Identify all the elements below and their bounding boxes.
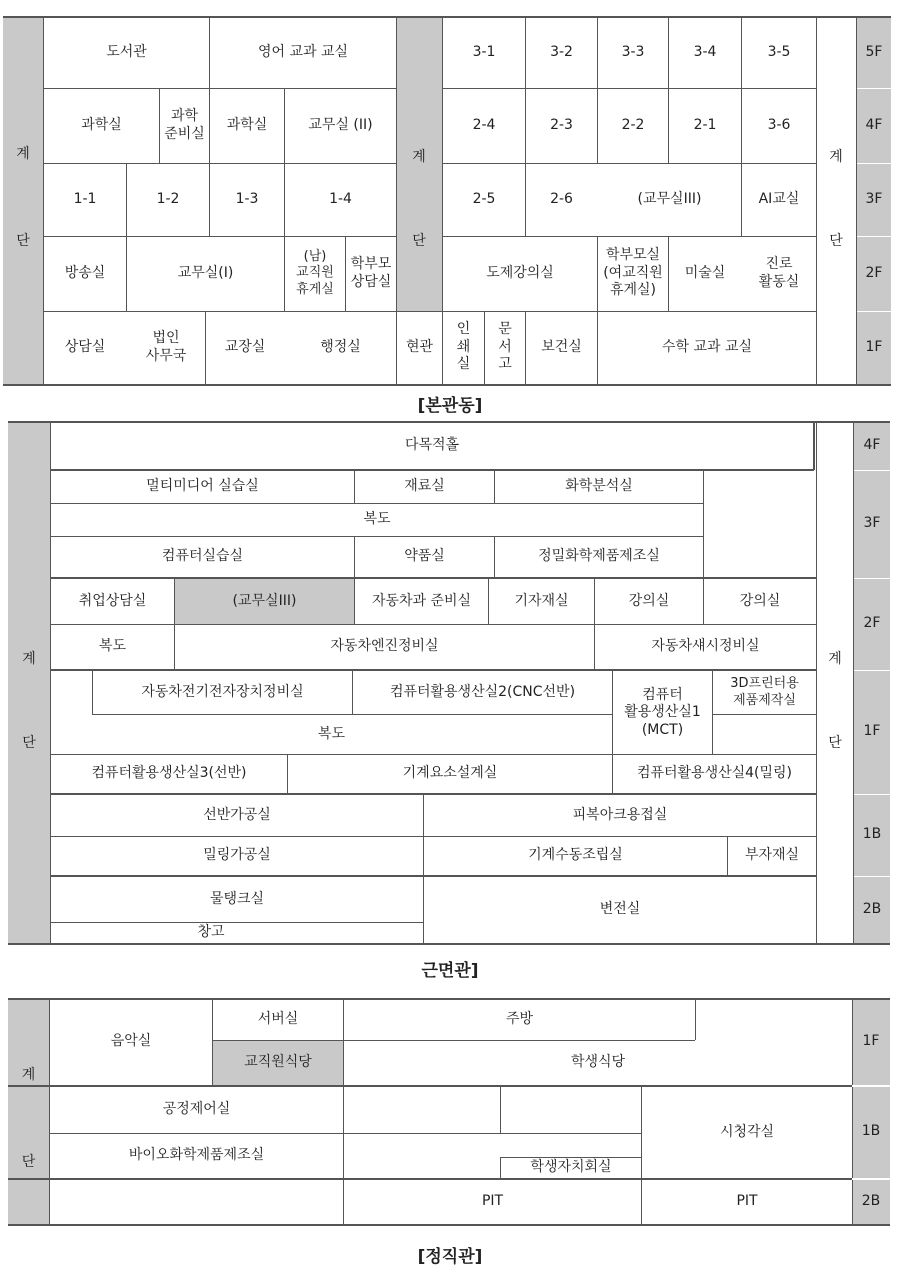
stair-mid-2: 단 — [412, 233, 426, 250]
room-2-5: 2-5 — [472, 190, 496, 207]
room-3-3: 3-3 — [621, 43, 645, 60]
room-corp-office: 법인 사무국 — [145, 330, 187, 364]
room-english: 영어 교과 교실 — [257, 43, 349, 60]
room-counsel: 상담실 — [64, 338, 106, 355]
entrance: 현관 — [405, 338, 434, 355]
stair-left — [3, 17, 43, 384]
room-auto-prep: 자동차과 준비실 — [371, 592, 472, 609]
room-1-4: 1-4 — [329, 190, 352, 207]
room-server: 서버실 — [257, 1010, 299, 1027]
floor-2f: 2F — [865, 264, 883, 281]
title-jeongjik: [정직관] — [417, 1247, 483, 1267]
room-kitchen: 주방 — [505, 1010, 534, 1027]
title-main: [본관동] — [417, 396, 483, 416]
room-male-lounge: (남) 교직원 휴게실 — [296, 249, 334, 297]
room-2-6: 2-6 — [550, 190, 573, 207]
title-annex: 근면관] — [421, 961, 479, 981]
jj-floor-1f: 1F — [862, 1033, 880, 1050]
room-admin: 행정실 — [320, 338, 361, 355]
room-job-counsel: 취업상담실 — [78, 592, 147, 609]
room-1-1: 1-1 — [73, 190, 97, 207]
stair-right-2: 단 — [829, 233, 843, 250]
annex-stair-right-2: 단 — [828, 735, 842, 752]
room-chassis: 자동차섀시정비실 — [651, 638, 760, 655]
annex-stair-left — [8, 422, 50, 944]
room-staff-2: 교무실 (II) — [308, 116, 373, 133]
room-2-1: 2-1 — [693, 116, 717, 133]
floor-3f: 3F — [865, 190, 883, 207]
room-3-2: 3-2 — [550, 43, 573, 60]
floor-1f: 1F — [865, 338, 883, 355]
room-lathe-work: 선반가공실 — [203, 806, 271, 823]
stair-left-2: 단 — [16, 233, 30, 250]
stair-mid-1: 계 — [412, 149, 426, 166]
room-2-4: 2-4 — [472, 116, 496, 133]
jj-stair-2: 단 — [21, 1154, 36, 1171]
room-multimedia: 멀티미디어 실습실 — [146, 478, 259, 495]
room-print: 인 쇄 실 — [456, 321, 471, 373]
room-fine-chem: 정밀화학제품제조실 — [538, 548, 660, 565]
jj-floor-2b: 2B — [861, 1192, 881, 1209]
annex-stair-left-2: 단 — [22, 735, 36, 752]
room-ai: AI교실 — [758, 190, 800, 207]
room-manual-assembly: 기계수동조립실 — [528, 847, 623, 864]
room-multipurpose: 다목적홀 — [404, 436, 460, 453]
room-chemicals: 약품실 — [404, 548, 445, 565]
room-lecture-1: 강의실 — [628, 592, 670, 609]
annex-floor-2b: 2B — [862, 901, 882, 918]
room-equipment: 기자재실 — [514, 592, 569, 609]
room-3-5: 3-5 — [767, 43, 791, 60]
room-parent-counsel: 학부모 상담실 — [350, 256, 392, 290]
annex-floor-4f: 4F — [863, 437, 881, 454]
room-lecture-2: 강의실 — [739, 592, 781, 609]
room-staff-1: 교무실(I) — [177, 264, 234, 281]
room-math: 수학 교과 교실 — [661, 338, 753, 355]
room-3d-print: 3D프린터용 제품제작실 — [730, 676, 799, 708]
annex-stair-left-1: 계 — [22, 651, 36, 668]
room-career: 진로 활동실 — [758, 256, 800, 290]
room-library: 도서관 — [106, 43, 147, 60]
room-principal: 교장실 — [224, 338, 266, 355]
stair-left-1: 계 — [16, 146, 30, 163]
room-1-3: 1-3 — [235, 190, 259, 207]
room-milling-4: 컴퓨터활용생산실4(밀링) — [636, 765, 793, 782]
room-broadcast: 방송실 — [64, 264, 106, 281]
floor-4f: 4F — [865, 116, 883, 133]
room-parent: 학부모실 (여교직원 휴게실) — [603, 247, 663, 299]
room-3-4: 3-4 — [693, 43, 717, 60]
room-substation: 변전실 — [599, 901, 641, 918]
jj-floor-1b: 1B — [861, 1122, 881, 1139]
room-science-2: 과학실 — [226, 116, 268, 133]
room-materials: 재료실 — [404, 478, 445, 495]
room-engine: 자동차엔진정비실 — [330, 638, 439, 655]
room-storage: 창고 — [197, 924, 225, 941]
room-3-6: 3-6 — [767, 116, 791, 133]
room-2-2: 2-2 — [621, 116, 645, 133]
annex-floor-2f: 2F — [863, 615, 881, 632]
corridor-2f: 복도 — [98, 638, 127, 655]
pit-2: PIT — [736, 1193, 758, 1210]
pit-1: PIT — [481, 1193, 504, 1210]
room-archive: 문 서 고 — [498, 321, 512, 373]
room-welding: 피복아크용접실 — [572, 806, 668, 823]
room-machine-design: 기계요소설계실 — [402, 765, 498, 782]
room-process-control: 공정제어실 — [162, 1101, 231, 1118]
room-biochem: 바이오화학제품제조실 — [128, 1147, 265, 1164]
room-water-tank: 물탱크실 — [209, 890, 265, 907]
room-3-1: 3-1 — [472, 43, 496, 60]
room-mct: 컴퓨터 활용생산실1 (MCT) — [624, 686, 701, 738]
room-2-3: 2-3 — [550, 116, 573, 133]
room-science-1: 과학실 — [81, 116, 122, 133]
jj-stair-1: 계 — [21, 1067, 36, 1084]
room-supplies: 부자재실 — [744, 847, 800, 864]
room-auto-electric: 자동차전기전자장치정비실 — [141, 683, 304, 700]
annex-floor-1b: 1B — [862, 826, 882, 843]
room-student-council: 학생자치회실 — [530, 1159, 612, 1176]
room-staff-annex: (교무실III) — [232, 592, 297, 609]
corridor-3f: 복도 — [363, 511, 391, 528]
room-computer-lab: 컴퓨터실습실 — [161, 548, 244, 565]
room-dual-lecture: 도제강의실 — [486, 264, 554, 281]
room-science-prep: 과학 준비실 — [164, 108, 205, 142]
stair-right-1: 계 — [829, 149, 843, 166]
room-av: 시청각실 — [719, 1123, 775, 1140]
floor-5f: 5F — [865, 43, 883, 60]
corridor-1f: 복도 — [317, 725, 346, 742]
annex-floor-1f: 1F — [863, 723, 881, 740]
room-art: 미술실 — [684, 264, 726, 281]
annex-stair-right-1: 계 — [828, 651, 842, 668]
jj-stair — [8, 999, 49, 1225]
room-staff-cafeteria: 교직원식당 — [244, 1054, 312, 1071]
room-staff-3: (교무실III) — [637, 190, 702, 207]
room-music: 음악실 — [110, 1033, 152, 1050]
room-cnc: 컴퓨터활용생산실2(CNC선반) — [389, 683, 576, 700]
room-student-cafeteria: 학생식당 — [570, 1054, 626, 1071]
room-milling-work: 밀링가공실 — [203, 847, 271, 864]
room-lathe-3: 컴퓨터활용생산실3(선반) — [91, 765, 247, 782]
room-1-2: 1-2 — [156, 190, 180, 207]
room-chem-analysis: 화학분석실 — [565, 478, 633, 495]
annex-floor-3f: 3F — [863, 515, 881, 532]
room-health: 보건실 — [541, 338, 582, 355]
